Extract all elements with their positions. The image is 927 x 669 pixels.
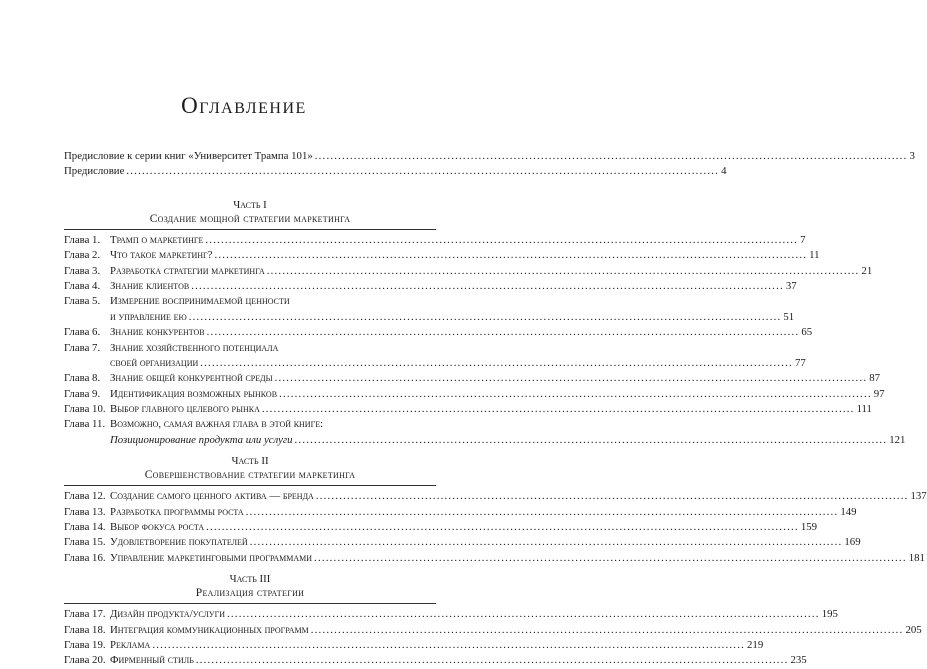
chapter-label: Глава 3. (64, 264, 101, 277)
part-label: Часть II (231, 455, 269, 468)
toc-page-number: 51 (783, 310, 795, 323)
dot-leader (279, 387, 872, 402)
chapter-title: Интеграция коммуникационных программ (110, 623, 309, 636)
toc-page-number: 205 (905, 623, 922, 636)
chapter-title: Дизайн продукта/услуги (110, 608, 225, 621)
dot-leader (152, 638, 745, 653)
page-title: Оглавление (181, 93, 307, 118)
chapter-title: Что такое маркетинг? (110, 249, 213, 262)
dot-leader (311, 623, 904, 638)
toc-page-number: 21 (861, 264, 873, 277)
toc-entry-series-foreword[interactable] (64, 149, 915, 164)
toc-page-number: 4 (721, 165, 727, 178)
part-title: Создание мощной стратегии маркетинга (149, 212, 351, 225)
chapter-title: Знание хозяйственного потенциала (110, 341, 279, 354)
dot-leader (314, 551, 907, 566)
dot-leader (191, 279, 784, 294)
dot-leader (295, 433, 888, 448)
toc-chapter-entry[interactable] (64, 489, 927, 504)
chapter-label: Глава 16. (64, 551, 106, 564)
dot-leader (316, 489, 909, 504)
toc-chapter-entry[interactable] (64, 505, 857, 520)
chapter-label: Глава 1. (64, 233, 101, 246)
toc-page-number: 159 (800, 521, 818, 534)
toc-chapter-entry[interactable] (64, 387, 885, 402)
chapter-title: Измерение воспринимаемой ценности (110, 295, 290, 308)
toc-chapter-entry[interactable] (64, 341, 806, 372)
toc-chapter-entry[interactable] (64, 551, 925, 566)
chapter-title: Выбор фокуса роста (110, 521, 205, 534)
chapter-title: Знание общей конкурентной среды (110, 372, 273, 385)
part-title: Реализация стратегии (195, 587, 305, 600)
toc-page-number: 3 (909, 150, 915, 162)
chapter-title: Идентификация возможных рынков (110, 387, 278, 400)
dot-leader (206, 520, 799, 535)
toc-chapter-entry[interactable] (64, 402, 872, 417)
toc-page-number: 11 (809, 249, 820, 262)
dot-leader (207, 325, 800, 340)
chapter-label: Глава 17. (64, 608, 106, 621)
toc-page-number: 87 (869, 372, 881, 385)
dot-leader (205, 233, 798, 248)
dot-leader (250, 535, 843, 550)
chapter-title: Знание клиентов (110, 279, 190, 292)
chapter-label: Глава 12. (64, 490, 106, 503)
toc-chapter-entry[interactable] (64, 638, 764, 653)
chapter-label: Глава 11. (64, 418, 106, 431)
dot-leader (214, 248, 807, 263)
chapter-title: Фирменный стиль (110, 654, 194, 667)
part-divider (64, 485, 436, 486)
chapter-title: Возможно, самая важная глава в этой книге: (110, 418, 324, 431)
chapter-label: Глава 7. (64, 341, 101, 354)
toc-page-number: 195 (821, 608, 838, 621)
table-of-contents (64, 149, 927, 669)
chapter-title: Трамп о маркетинге (110, 233, 204, 246)
chapter-label: Глава 8. (64, 372, 101, 385)
toc-page-number: 7 (800, 233, 806, 246)
chapter-label: Глава 4. (64, 279, 101, 292)
toc-page-number: 137 (910, 490, 927, 503)
chapter-title: Разработка стратегии маркетинга (110, 264, 265, 277)
toc-entry-title: Предисловие (64, 165, 125, 178)
toc-entry-foreword[interactable] (64, 164, 727, 179)
dot-leader (196, 653, 789, 668)
toc-page-number: 121 (889, 433, 906, 446)
chapter-label: Глава 5. (64, 295, 101, 308)
chapter-title: Реклама (110, 638, 151, 651)
toc-chapter-entry[interactable] (64, 520, 818, 535)
chapter-label: Глава 19. (64, 638, 106, 651)
chapter-label: Глава 6. (64, 326, 101, 339)
chapter-title-continued: своей организации (110, 356, 199, 369)
toc-chapter-entry[interactable] (64, 417, 906, 448)
chapter-label: Глава 14. (64, 521, 106, 534)
toc-page-number: 219 (747, 638, 764, 651)
dot-leader (126, 164, 719, 179)
toc-chapter-entry[interactable] (64, 279, 797, 294)
dot-leader (227, 607, 820, 622)
toc-page-number: 169 (844, 536, 861, 549)
toc-entry-title: Предисловие к серии книг «Университет Трампа 101» (64, 150, 313, 162)
chapter-title: Удовлетворение покупателей (110, 536, 248, 549)
chapter-label: Глава 18. (64, 623, 106, 636)
toc-page-number: 97 (873, 387, 885, 400)
chapter-title: Управление маркетинговыми программами (110, 551, 313, 564)
chapter-title: Разработка программы роста (110, 505, 244, 518)
toc-chapter-entry[interactable] (64, 264, 873, 279)
toc-chapter-entry[interactable] (64, 653, 807, 668)
chapter-title: Выбор главного целевого рынка (110, 403, 260, 416)
toc-chapter-entry[interactable] (64, 535, 861, 550)
toc-chapter-entry[interactable] (64, 371, 881, 386)
dot-leader (189, 310, 782, 325)
chapter-label: Глава 20. (64, 654, 106, 667)
toc-chapter-entry[interactable] (64, 623, 922, 638)
toc-chapter-entry[interactable] (64, 294, 795, 325)
dot-leader (315, 149, 908, 164)
toc-chapter-entry[interactable] (64, 248, 820, 263)
chapter-label: Глава 15. (64, 536, 106, 549)
dot-leader (267, 264, 860, 279)
chapter-title-continued: и управление ею (110, 310, 187, 323)
toc-chapter-entry[interactable] (64, 325, 813, 340)
chapter-label: Глава 9. (64, 387, 101, 400)
part-divider (64, 603, 436, 604)
part-divider (64, 229, 436, 230)
toc-chapter-entry[interactable] (64, 607, 838, 622)
dot-leader (262, 402, 855, 417)
toc-page-number: 181 (908, 551, 925, 564)
chapter-label: Глава 10. (64, 403, 106, 416)
toc-page-number: 77 (794, 356, 806, 369)
part-label: Часть III (229, 573, 271, 586)
toc-page-number: 149 (840, 505, 857, 518)
toc-page-number: 37 (785, 279, 797, 292)
dot-leader (275, 371, 868, 386)
dot-leader (200, 356, 793, 371)
chapter-label: Глава 2. (64, 249, 101, 262)
chapter-title: Знание конкурентов (110, 326, 205, 339)
part-label: Часть I (233, 198, 267, 211)
toc-chapter-entry[interactable] (64, 233, 806, 248)
toc-page-number: 65 (801, 326, 813, 339)
part-title: Совершенствование стратегии маркетинга (144, 469, 356, 482)
toc-page-number: 235 (790, 654, 807, 667)
dot-leader (246, 505, 839, 520)
chapter-label: Глава 13. (64, 505, 106, 518)
chapter-title: Создание самого ценного актива — бренда (110, 490, 314, 503)
chapter-title-continued: Позиционирование продукта или услуги (110, 433, 293, 446)
toc-page-number: 111 (856, 403, 872, 416)
